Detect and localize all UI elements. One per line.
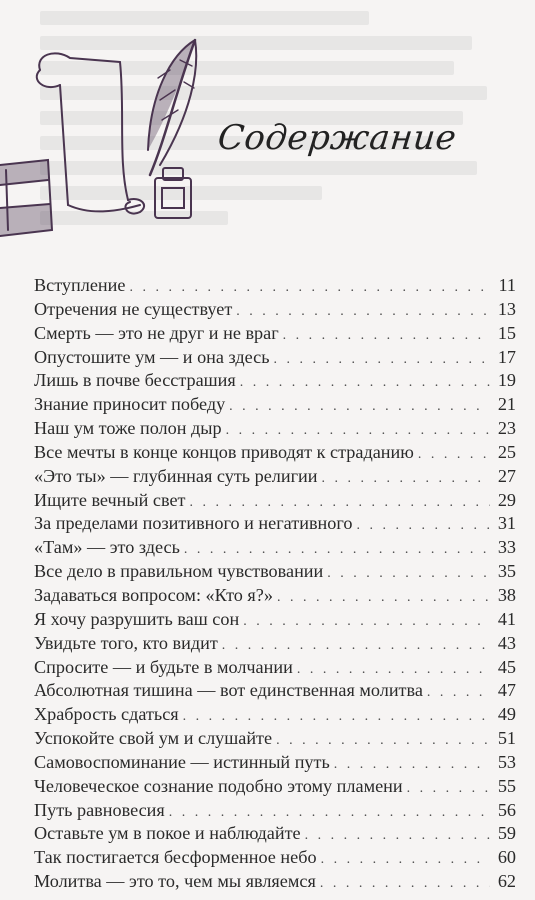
toc-entry[interactable] — [34, 536, 516, 560]
dot-leader — [334, 753, 490, 777]
toc-entry-page: 45 — [497, 656, 516, 677]
dot-leader — [240, 371, 490, 395]
page-title: Содержание — [215, 118, 459, 158]
toc-entry[interactable] — [34, 441, 516, 465]
toc-entry-page: 25 — [497, 441, 516, 462]
toc-entry[interactable] — [34, 632, 516, 656]
toc-entry-page: 31 — [497, 513, 516, 534]
toc-entry-page: 60 — [497, 847, 516, 868]
toc-entry[interactable] — [34, 369, 516, 393]
dot-leader — [407, 777, 490, 801]
toc-entry-page: 15 — [497, 322, 516, 343]
toc-entry[interactable] — [34, 417, 516, 441]
toc-entry-page: 17 — [497, 346, 516, 367]
dot-leader — [283, 324, 490, 348]
dot-leader — [243, 610, 490, 634]
toc-entry[interactable] — [34, 846, 516, 870]
toc-entry-page: 27 — [497, 465, 516, 486]
toc-entry-page: 11 — [498, 275, 516, 295]
toc-entry-title: Наш ум тоже полон дыр — [34, 418, 222, 439]
scroll-quill-illustration — [0, 0, 230, 250]
dot-leader — [320, 872, 490, 896]
toc-entry-page: 29 — [497, 489, 516, 510]
dot-leader — [183, 705, 490, 729]
toc-entry-page: 35 — [497, 561, 516, 582]
toc-entry[interactable] — [34, 870, 516, 894]
dot-leader — [305, 824, 490, 848]
toc-entry-page: 41 — [497, 608, 516, 629]
toc-entry-title: Абсолютная тишина — вот единственная молитва — [34, 680, 423, 701]
toc-entry-page: 53 — [497, 751, 516, 772]
dot-leader — [129, 276, 490, 300]
toc-entry[interactable] — [34, 727, 516, 751]
dot-leader — [190, 491, 491, 515]
toc-entry-title: Успокойте свой ум и слушайте — [34, 728, 273, 749]
toc-entry-title: Отречения не существует — [34, 298, 233, 319]
toc-entry-title: Самовоспоминание — истинный путь — [34, 751, 330, 772]
dot-leader — [322, 467, 490, 491]
toc-entry-title: Вступление — [34, 275, 126, 295]
toc-entry-title: Я хочу разрушить ваш сон — [34, 608, 240, 629]
toc-entry[interactable] — [34, 298, 516, 322]
toc-entry-page: 56 — [497, 799, 516, 820]
toc-entry[interactable] — [34, 274, 516, 298]
toc-entry[interactable] — [34, 560, 516, 584]
toc-entry-title: Оставьте ум в покое и наблюдайте — [34, 823, 301, 844]
toc-entry-page: 21 — [497, 394, 516, 415]
dot-leader — [184, 538, 490, 562]
toc-entry-page: 23 — [497, 418, 516, 439]
dot-leader — [236, 300, 490, 324]
dot-leader — [276, 729, 490, 753]
toc-entry-page: 43 — [497, 632, 516, 653]
toc-entry[interactable] — [34, 822, 516, 846]
dot-leader — [427, 681, 490, 705]
toc-entry-title: Смерть — это не друг и не враг — [34, 322, 279, 343]
toc-entry-title: Ищите вечный свет — [34, 489, 186, 510]
toc-entry-page: 33 — [497, 537, 516, 558]
toc-entry[interactable] — [34, 346, 516, 370]
toc-entry-page: 59 — [497, 823, 516, 844]
dot-leader — [327, 562, 490, 586]
toc-entry[interactable] — [34, 775, 516, 799]
toc-entry-title: Так постигается бесформенное небо — [34, 847, 317, 868]
table-of-contents — [34, 274, 516, 894]
dot-leader — [418, 443, 490, 467]
dot-leader — [274, 348, 490, 372]
dot-leader — [321, 848, 490, 872]
toc-entry-title: Увидьте того, кто видит — [34, 632, 218, 653]
dot-leader — [277, 586, 490, 610]
toc-entry[interactable] — [34, 799, 516, 823]
toc-entry-title: Спросите — и будьте в молчании — [34, 656, 293, 677]
dot-leader — [226, 419, 490, 443]
toc-entry-page: 13 — [497, 298, 516, 319]
toc-entry-page: 47 — [497, 680, 516, 701]
toc-entry-page: 55 — [497, 775, 516, 796]
toc-entry[interactable] — [34, 703, 516, 727]
toc-entry[interactable] — [34, 465, 516, 489]
toc-entry-title: Лишь в почве бесстрашия — [34, 370, 236, 391]
toc-entry-title: Все дело в правильном чувствовании — [34, 561, 324, 582]
toc-entry-page: 19 — [497, 370, 516, 391]
dot-leader — [229, 395, 490, 419]
toc-entry[interactable] — [34, 679, 516, 703]
toc-entry-title: «Там» — это здесь — [34, 537, 180, 558]
toc-entry[interactable] — [34, 656, 516, 680]
toc-entry[interactable] — [34, 584, 516, 608]
toc-entry-page: 38 — [497, 584, 516, 605]
dot-leader — [297, 658, 490, 682]
toc-entry-title: За пределами позитивного и негативного — [34, 513, 353, 534]
dot-leader — [222, 634, 490, 658]
toc-entry[interactable] — [34, 608, 516, 632]
toc-entry-title: Человеческое сознание подобно этому пламени — [34, 775, 403, 796]
toc-entry-title: Молитва — это то, чем мы являемся — [34, 871, 316, 892]
toc-entry-title: «Это ты» — глубинная суть религии — [34, 465, 318, 486]
toc-entry[interactable] — [34, 393, 516, 417]
toc-entry-page: 51 — [497, 728, 516, 749]
toc-entry-title: Все мечты в конце концов приводят к страданию — [34, 441, 414, 462]
toc-entry-title: Храбрость сдаться — [34, 704, 179, 725]
toc-entry-title: Знание приносит победу — [34, 394, 226, 415]
toc-entry-title: Опустошите ум — и она здесь — [34, 346, 270, 367]
toc-entry-title: Задаваться вопросом: «Кто я?» — [34, 584, 273, 605]
toc-entry[interactable] — [34, 751, 516, 775]
toc-entry-page: 49 — [497, 704, 516, 725]
toc-entry[interactable] — [34, 512, 516, 536]
dot-leader — [357, 514, 491, 538]
toc-entry[interactable] — [34, 489, 516, 513]
toc-entry[interactable] — [34, 322, 516, 346]
toc-entry-title: Путь равновесия — [34, 799, 165, 820]
dot-leader — [169, 801, 490, 825]
toc-entry-page: 62 — [497, 871, 516, 892]
